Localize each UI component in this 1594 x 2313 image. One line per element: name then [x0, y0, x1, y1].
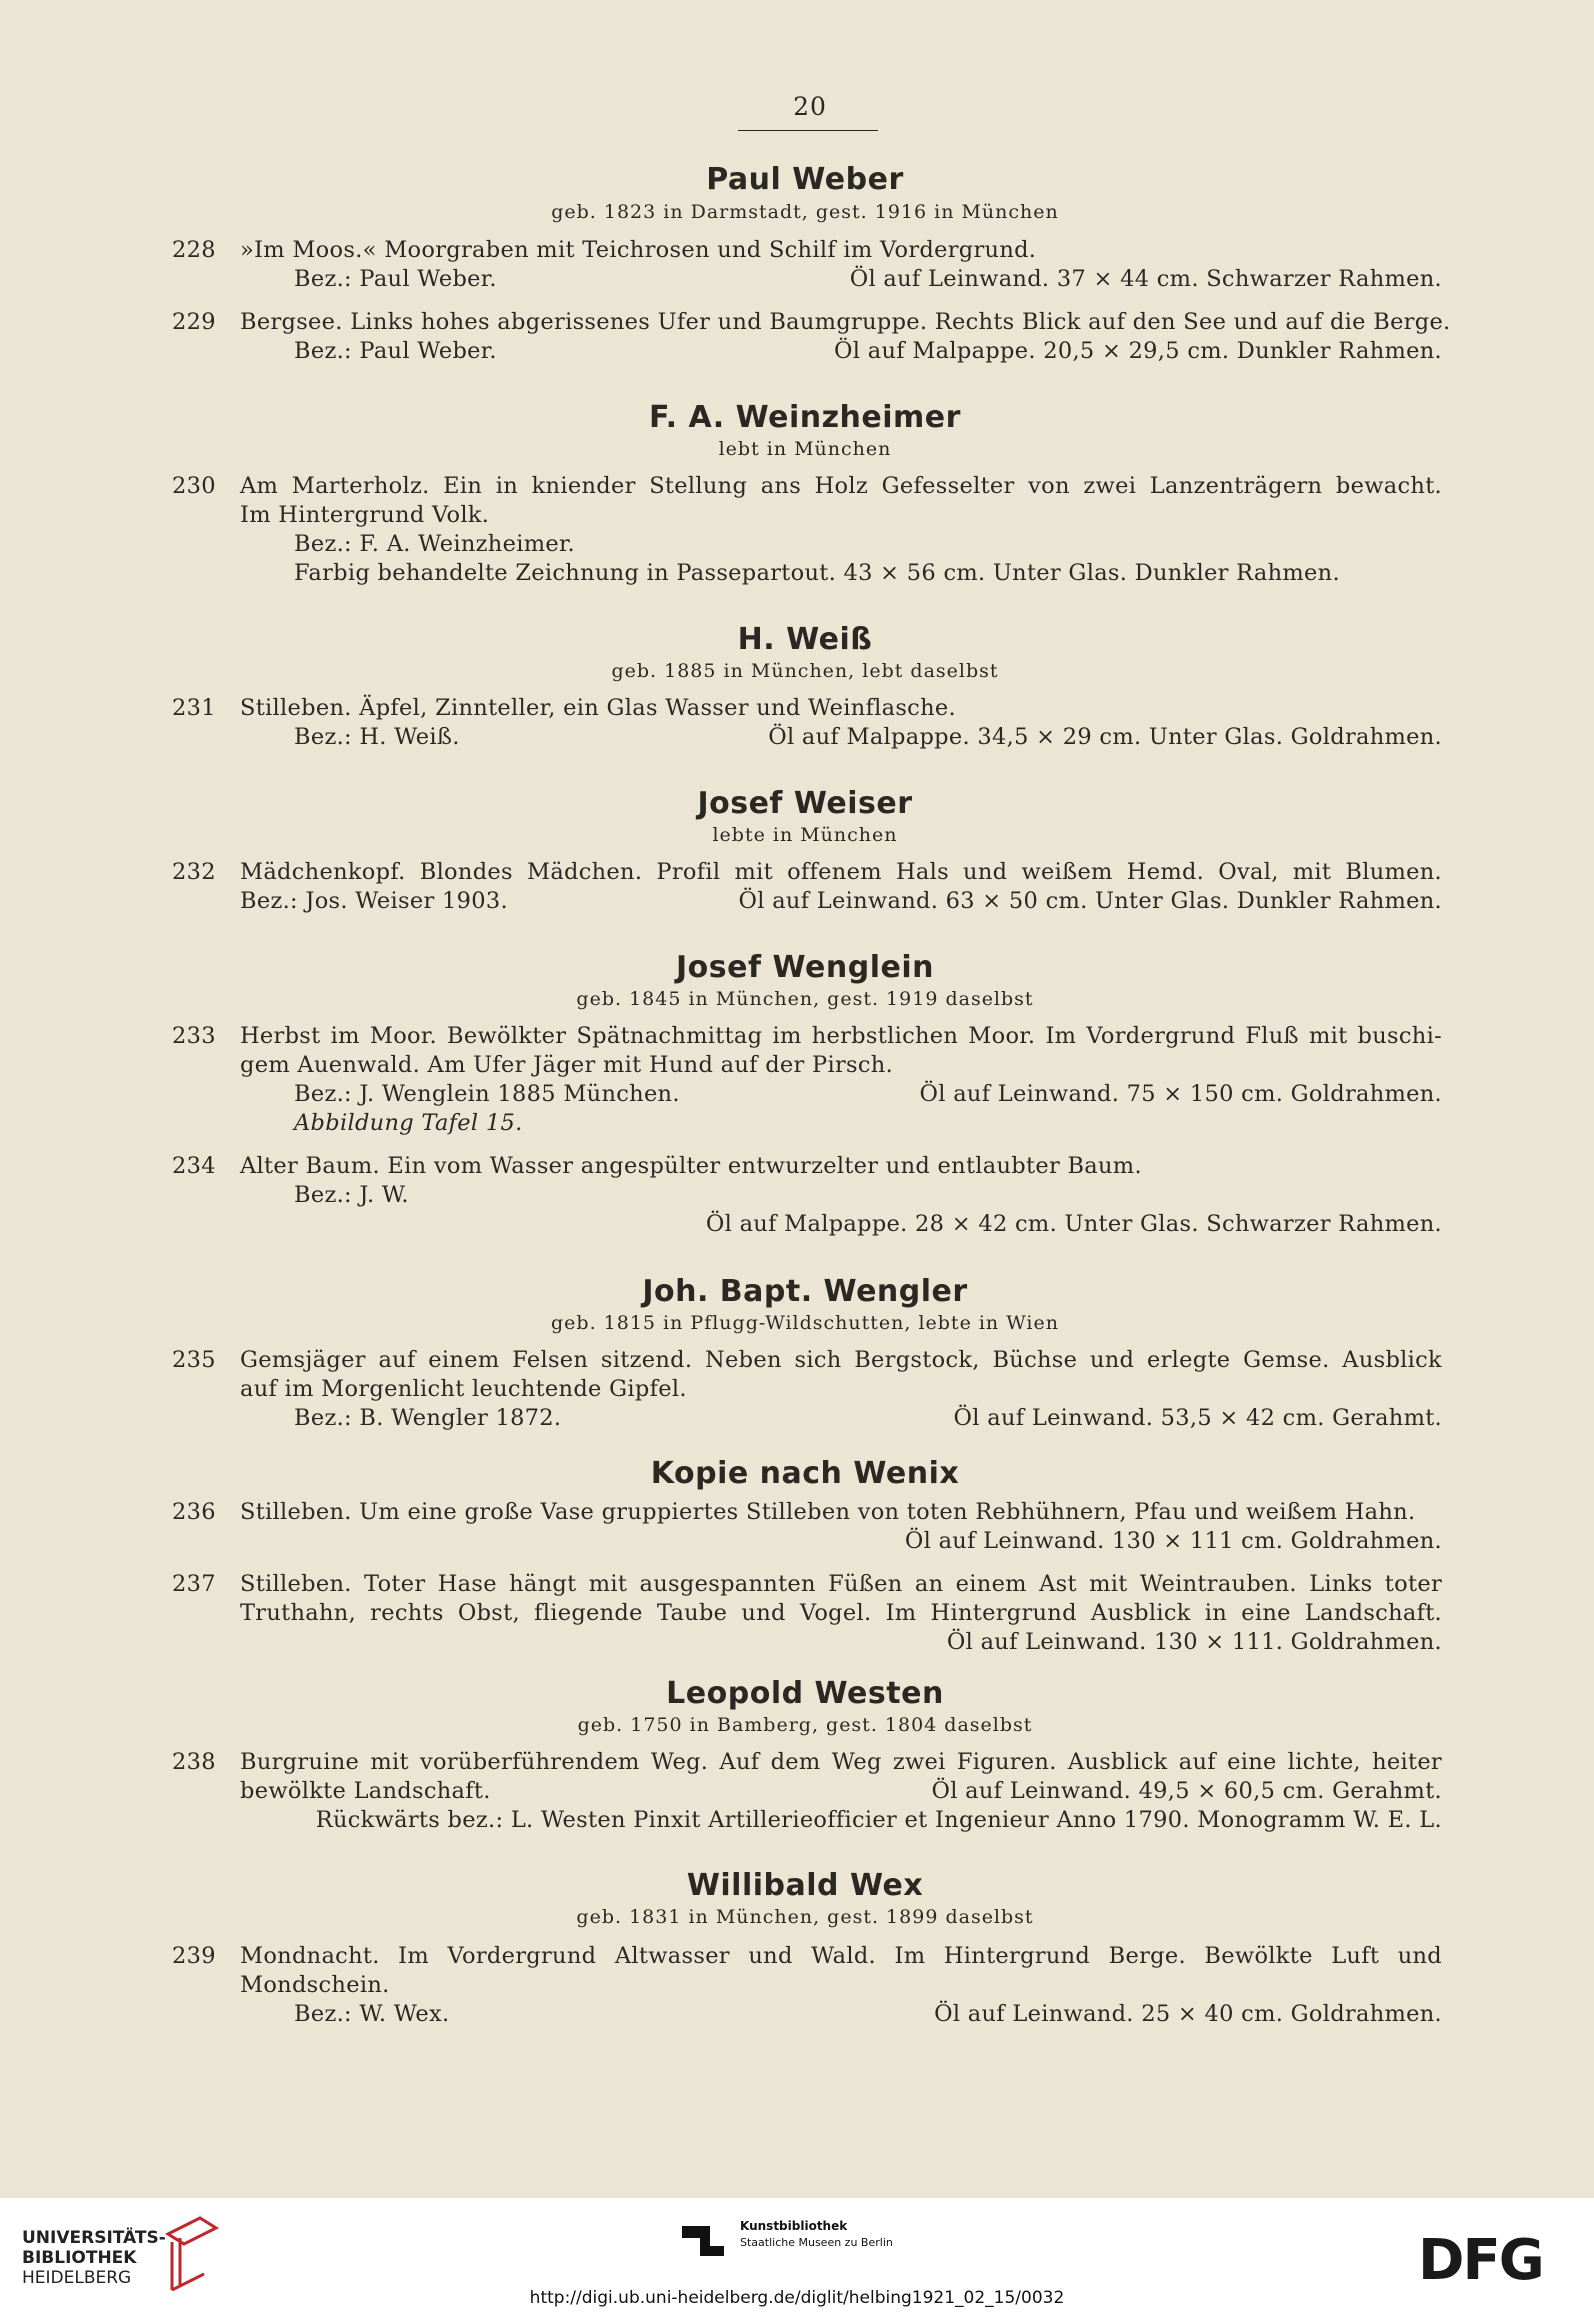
- catalog-entry-229: [162, 308, 1451, 366]
- entry-description: Stilleben. Um eine große Vase gruppiertes Stilleben von toten Rebhühnern, Pfau und weißem Hahn.: [240, 1499, 1416, 1525]
- entry-technique: Öl auf Leinwand. 130 × 111 cm. Goldrahmen.: [904, 1528, 1442, 1554]
- entry-number: 230: [172, 473, 216, 499]
- catalog-entry-239: [162, 1942, 1442, 2029]
- entry-description-cont: bewölkte Landschaft.: [240, 1778, 491, 1804]
- entry-description-cont: auf im Morgenlicht leuchtende Gipfel.: [240, 1376, 687, 1402]
- artist-life: lebte in München: [712, 824, 898, 846]
- entry-signature: Bez.: Jos. Weiser 1903.: [240, 888, 508, 914]
- catalog-entry-233: [162, 1022, 1442, 1138]
- artist-life: geb. 1885 in München, lebt daselbst: [611, 660, 999, 682]
- page-number: 20: [793, 92, 827, 121]
- entry-description-cont: Mondschein.: [240, 1972, 390, 1998]
- entry-technique: Öl auf Malpappe. 28 × 42 cm. Unter Glas. Schwarzer Rahmen.: [705, 1211, 1442, 1237]
- artist-heading: H. Weiß: [737, 622, 873, 657]
- entry-signature: Bez.: Paul Weber.: [294, 266, 497, 292]
- dfg-logo: DFG: [1418, 2228, 1543, 2293]
- entry-description: Bergsee. Links hohes abgerissenes Ufer und Baumgruppe. Rechts Blick auf den See und auf die Berge.: [240, 309, 1451, 335]
- entry-technique: Öl auf Leinwand. 130 × 111. Goldrahmen.: [946, 1629, 1442, 1655]
- artist-life: geb. 1750 in Bamberg, gest. 1804 daselbst: [577, 1714, 1033, 1736]
- artist-life: geb. 1815 in Pflugg-Wildschutten, lebte in Wien: [551, 1312, 1059, 1334]
- entry-description-cont: Truthahn, rechts Obst, fliegende Taube und Vogel. Im Hintergrund Ausblick in eine Landschaft.: [240, 1600, 1442, 1626]
- source-url[interactable]: http://digi.ub.uni-heidelberg.de/diglit/helbing1921_02_15/0032: [529, 2288, 1065, 2308]
- entry-technique: Öl auf Leinwand. 25 × 40 cm. Goldrahmen.: [934, 2001, 1442, 2027]
- entry-number: 235: [172, 1347, 216, 1373]
- artist-heading: Joh. Bapt. Wengler: [642, 1274, 968, 1309]
- entry-signature: Bez.: J. Wenglein 1885 München.: [294, 1081, 680, 1107]
- catalog-entry-230: [162, 472, 1442, 588]
- catalog-entry-237: [162, 1570, 1442, 1657]
- entry-description: Gemsjäger auf einem Felsen sitzend. Neben sich Bergstock, Büchse und erlegte Gemse. Ausblick: [240, 1347, 1442, 1373]
- entry-description: »Im Moos.« Moorgraben mit Teichrosen und Schilf im Vordergrund.: [240, 237, 1037, 263]
- entry-number: 236: [172, 1499, 216, 1525]
- university-logo-icon: [160, 2214, 222, 2294]
- entry-number: 231: [172, 695, 216, 721]
- catalog-entry-232: [162, 858, 1442, 916]
- inscription-note: Rückwärts bez.: L. Westen Pinxit Artillerieofficier et Ingenieur Anno 1790. Monogramm W. E. L.: [315, 1807, 1442, 1833]
- footer-bar: [0, 2198, 1594, 2313]
- catalog-entry-234: [162, 1152, 1442, 1239]
- catalog-entry-231: [162, 694, 1442, 752]
- university-library-label: UNIVERSITÄTS- BIBLIOTHEK HEIDELBERG: [22, 2228, 166, 2288]
- entry-technique: Farbig behandelte Zeichnung in Passepartout. 43 × 56 cm. Unter Glas. Dunkler Rahmen.: [294, 560, 1340, 586]
- entry-technique: Öl auf Leinwand. 53,5 × 42 cm. Gerahmt.: [953, 1405, 1442, 1431]
- artist-heading: Leopold Westen: [666, 1676, 944, 1711]
- entry-description: Am Marterholz. Ein in kniender Stellung ans Holz Gefesselter von zwei Lanzenträgern bewacht.: [240, 473, 1442, 499]
- entry-signature: Bez.: W. Wex.: [294, 2001, 450, 2027]
- entry-description: Stilleben. Äpfel, Zinnteller, ein Glas Wasser und Weinflasche.: [240, 695, 956, 721]
- entry-technique: Öl auf Leinwand. 37 × 44 cm. Schwarzer Rahmen.: [849, 266, 1442, 292]
- entry-technique: Öl auf Leinwand. 63 × 50 cm. Unter Glas. Dunkler Rahmen.: [738, 888, 1442, 914]
- kunstbibliothek-label: Kunstbibliothek Staatliche Museen zu Berlin: [740, 2219, 893, 2249]
- catalog-entry-228: [162, 236, 1442, 294]
- entry-signature: Bez.: J. W.: [294, 1182, 409, 1208]
- entry-signature: Bez.: F. A. Weinzheimer.: [294, 531, 575, 557]
- artist-life: geb. 1831 in München, gest. 1899 daselbst: [576, 1906, 1034, 1928]
- entry-number: 238: [172, 1749, 216, 1775]
- entry-signature: Bez.: B. Wengler 1872.: [294, 1405, 562, 1431]
- page-number-rule: [738, 130, 878, 131]
- artist-life: geb. 1845 in München, gest. 1919 daselbst: [576, 988, 1034, 1010]
- kunstbibliothek-logo-icon: [680, 2216, 726, 2262]
- entry-description-cont: Im Hintergrund Volk.: [240, 502, 490, 528]
- entry-number: 228: [172, 237, 216, 263]
- entry-number: 234: [172, 1153, 216, 1179]
- entry-signature: Bez.: Paul Weber.: [294, 338, 497, 364]
- entry-description: Alter Baum. Ein vom Wasser angespülter entwurzelter und entlaubter Baum.: [240, 1153, 1142, 1179]
- entry-number: 237: [172, 1571, 216, 1597]
- entry-description: Herbst im Moor. Bewölkter Spätnachmittag im herbstlichen Moor. Im Vordergrund Fluß mit buschi-: [240, 1023, 1442, 1049]
- artist-heading: Kopie nach Wenix: [650, 1456, 960, 1491]
- artist-heading: Josef Wenglein: [676, 950, 934, 985]
- catalog-entry-238: [162, 1748, 1442, 1835]
- entry-number: 229: [172, 309, 216, 335]
- entry-signature: Bez.: H. Weiß.: [294, 724, 460, 750]
- entry-description: Stilleben. Toter Hase hängt mit ausgespannten Füßen an einem Ast mit Weintrauben. Links toter: [240, 1571, 1442, 1597]
- catalog-entry-236: [162, 1498, 1442, 1556]
- entry-description: Mädchenkopf. Blondes Mädchen. Profil mit offenem Hals und weißem Hemd. Oval, mit Blumen.: [240, 859, 1442, 885]
- entry-description: Burgruine mit vorüberführendem Weg. Auf dem Weg zwei Figuren. Ausblick auf eine lichte, heiter: [240, 1749, 1442, 1775]
- entry-number: 239: [172, 1943, 216, 1969]
- entry-number: 233: [172, 1023, 216, 1049]
- entry-technique: Öl auf Leinwand. 75 × 150 cm. Goldrahmen.: [919, 1081, 1442, 1107]
- entry-number: 232: [172, 859, 216, 885]
- artist-heading: Paul Weber: [706, 162, 904, 197]
- entry-technique: Öl auf Leinwand. 49,5 × 60,5 cm. Gerahmt.: [931, 1778, 1442, 1804]
- artist-heading: F. A. Weinzheimer: [649, 400, 961, 435]
- entry-technique: Öl auf Malpappe. 20,5 × 29,5 cm. Dunkler Rahmen.: [834, 338, 1442, 364]
- artist-heading: Willibald Wex: [686, 1868, 924, 1903]
- artist-life: geb. 1823 in Darmstadt, gest. 1916 in München: [551, 201, 1059, 223]
- entry-technique: Öl auf Malpappe. 34,5 × 29 cm. Unter Glas. Goldrahmen.: [768, 724, 1442, 750]
- artist-life: lebt in München: [718, 438, 892, 460]
- catalog-entry-235: [162, 1346, 1442, 1433]
- entry-description: Mondnacht. Im Vordergrund Altwasser und Wald. Im Hintergrund Berge. Bewölkte Luft und: [240, 1943, 1442, 1969]
- illustration-note: Abbildung Tafel 15.: [294, 1110, 523, 1136]
- entry-description-cont: gem Auenwald. Am Ufer Jäger mit Hund auf der Pirsch.: [240, 1052, 894, 1078]
- artist-heading: Josef Weiser: [697, 786, 913, 821]
